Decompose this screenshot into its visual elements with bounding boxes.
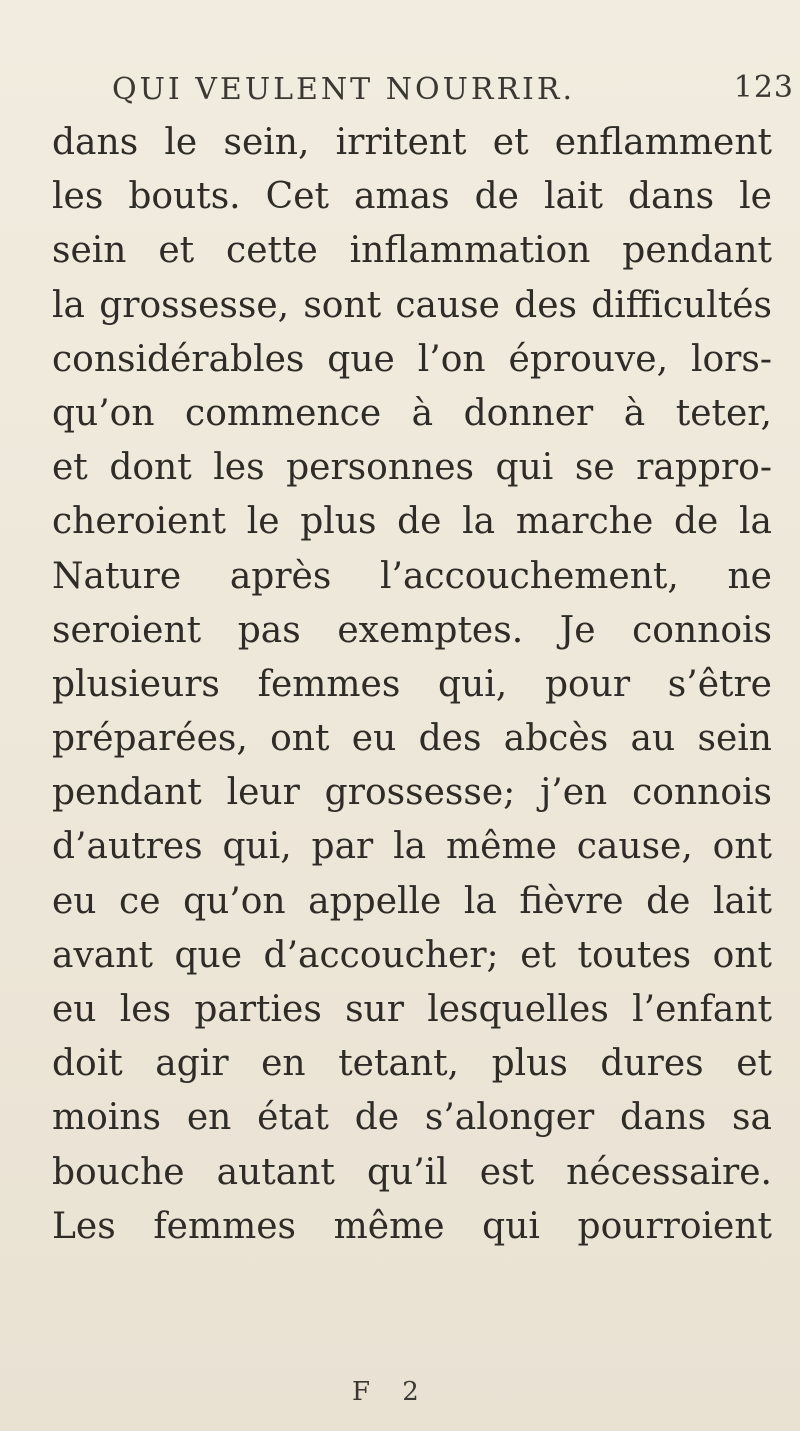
signature-mark: F 2	[352, 1377, 431, 1407]
text-line: sein et cette inflammation pendant	[52, 230, 772, 272]
text-line: d’autres qui, par la même cause, ont	[52, 826, 772, 868]
page-number: 123	[733, 70, 794, 105]
text-line: préparées, ont eu des abcès au sein	[52, 718, 772, 760]
text-line: les bouts. Cet amas de lait dans le	[52, 176, 772, 218]
text-line: eu ce qu’on appelle la fièvre de lait	[52, 880, 772, 922]
running-head-title: QUI VEULENT NOURRIR.	[112, 72, 576, 107]
text-line: qu’on commence à donner à teter,	[52, 392, 772, 434]
text-line: Nature après l’accouchement, ne	[52, 555, 772, 597]
text-line: Les femmes même qui pourroient	[52, 1205, 772, 1247]
text-line: pendant leur grossesse; j’en connois	[52, 772, 772, 814]
text-line: plusieurs femmes qui, pour s’être	[52, 663, 772, 705]
body-text	[52, 116, 772, 1254]
text-line: eu les parties sur lesquelles l’enfant	[52, 989, 772, 1030]
text-line: considérables que l’on éprouve, lors-	[52, 338, 772, 380]
text-line: bouche autant qu’il est nécessaire.	[52, 1151, 772, 1193]
text-line: et dont les personnes qui se rappro-	[52, 447, 772, 489]
text-line: la grossesse, sont cause des difficultés	[52, 284, 772, 326]
text-line: seroient pas exemptes. Je connois	[52, 609, 772, 651]
running-head	[112, 70, 794, 112]
text-line: avant que d’accoucher; et toutes ont	[52, 934, 772, 976]
text-line: moins en état de s’alonger dans sa	[52, 1097, 772, 1139]
text-line: doit agir en tetant, plus dures et	[52, 1043, 772, 1085]
text-line: dans le sein, irritent et enflamment	[52, 122, 772, 163]
text-line: cheroient le plus de la marche de la	[52, 501, 772, 543]
